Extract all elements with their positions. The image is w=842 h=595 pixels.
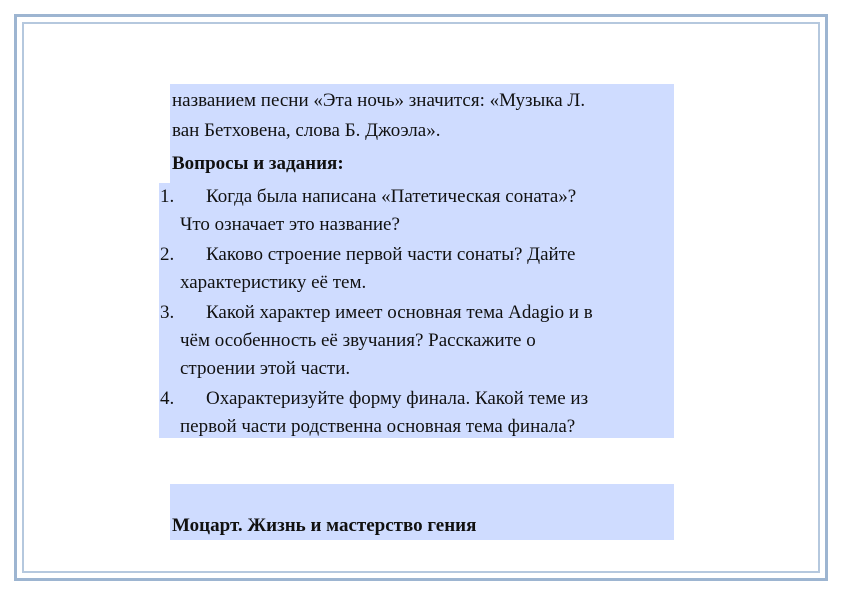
question-text-continued: строении этой части. [180, 358, 351, 379]
intro-line: названием песни «Эта ночь» значится: «Музыка Л. [172, 90, 586, 111]
question-number: 4. [160, 388, 175, 409]
intro-line: ван Бетховена, слова Б. Джоэла». [172, 120, 441, 141]
next-section-title: Моцарт. Жизнь и мастерство гения [172, 515, 477, 536]
question-item [160, 241, 672, 297]
question-text: Охарактеризуйте форму финала. Какой теме из [206, 388, 589, 409]
question-text-continued: первой части родственна основная тема финала? [180, 416, 576, 437]
section-heading: Вопросы и задания: [172, 153, 344, 174]
question-text-continued: характеристику её тем. [180, 272, 367, 293]
question-number: 3. [160, 302, 175, 323]
question-text: Каково строение первой части сонаты? Дайте [206, 244, 576, 265]
question-item [160, 385, 672, 441]
question-text: Какой характер имеет основная тема Adagio и в [206, 302, 593, 323]
intro-paragraph [172, 86, 672, 146]
question-item [160, 183, 672, 239]
question-text-continued: чём особенность её звучания? Расскажите о [180, 330, 536, 351]
question-text: Когда была написана «Патетическая соната»? [206, 186, 577, 207]
questions-list [160, 183, 672, 443]
question-number: 1. [160, 186, 175, 207]
question-item [160, 299, 672, 383]
question-text-continued: Что означает это название? [180, 214, 400, 235]
question-number: 2. [160, 244, 175, 265]
